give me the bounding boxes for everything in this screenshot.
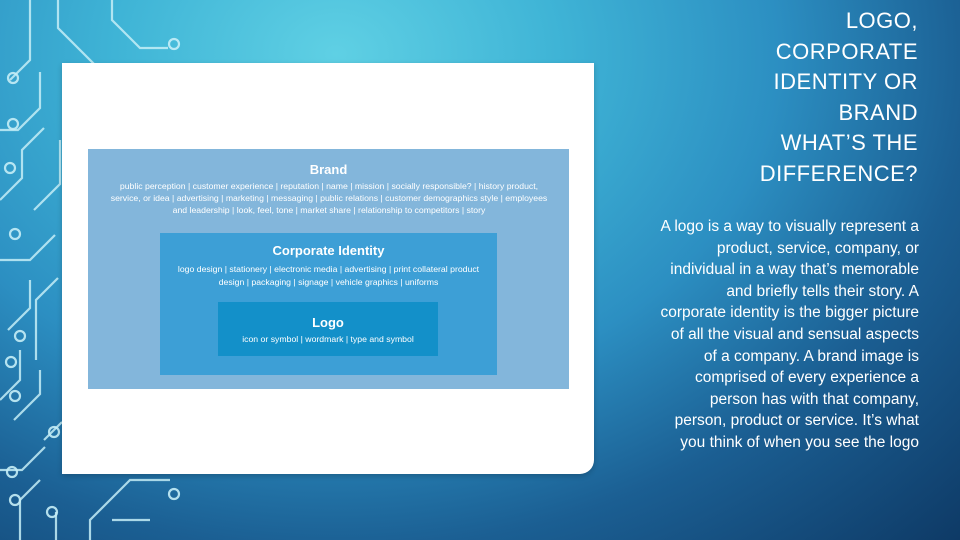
title-line: WHAT’S THE	[780, 130, 918, 155]
title-line: LOGO,	[845, 8, 918, 33]
title-line: CORPORATE	[775, 38, 918, 64]
corporate-identity-title: Corporate Identity	[272, 243, 385, 258]
logo-title: Logo	[312, 315, 344, 330]
logo-box	[218, 302, 438, 356]
corporate-identity-description: logo design | stationery | electronic media | advertising | print collateral product design | packaging | signage | vehicle graphics | uniforms	[177, 264, 480, 287]
diagram-card	[62, 63, 594, 474]
corporate-identity-box	[160, 233, 497, 375]
title-line: BRAND	[838, 99, 918, 125]
brand-title: Brand	[309, 162, 348, 177]
brand-description: public perception | customer experience | reputation | name | mission | socially responsible? | history product, service, or idea | advertising | marketing | messaging | public relations | customer demographics style | employees and leadership | look, feel, tone | market share | relationship to competitors | story	[110, 181, 548, 215]
title-line: DIFFERENCE?	[759, 160, 918, 186]
logo-description: icon or symbol | wordmark | type and symbol	[242, 334, 414, 344]
title-line: IDENTITY OR	[773, 69, 918, 94]
slide-body-text: A logo is a way to visually represent a product, service, company, or individual in a way that’s memorable and briefly tells their story. A corporate identity is the bigger picture of all the visual and sensual aspects of a company. A brand image is comprised of every experience a person has with that company, person, product or service. It’s what you think of when you see the logo	[660, 218, 919, 451]
brand-box	[88, 149, 569, 389]
slide-title	[658, 6, 918, 189]
